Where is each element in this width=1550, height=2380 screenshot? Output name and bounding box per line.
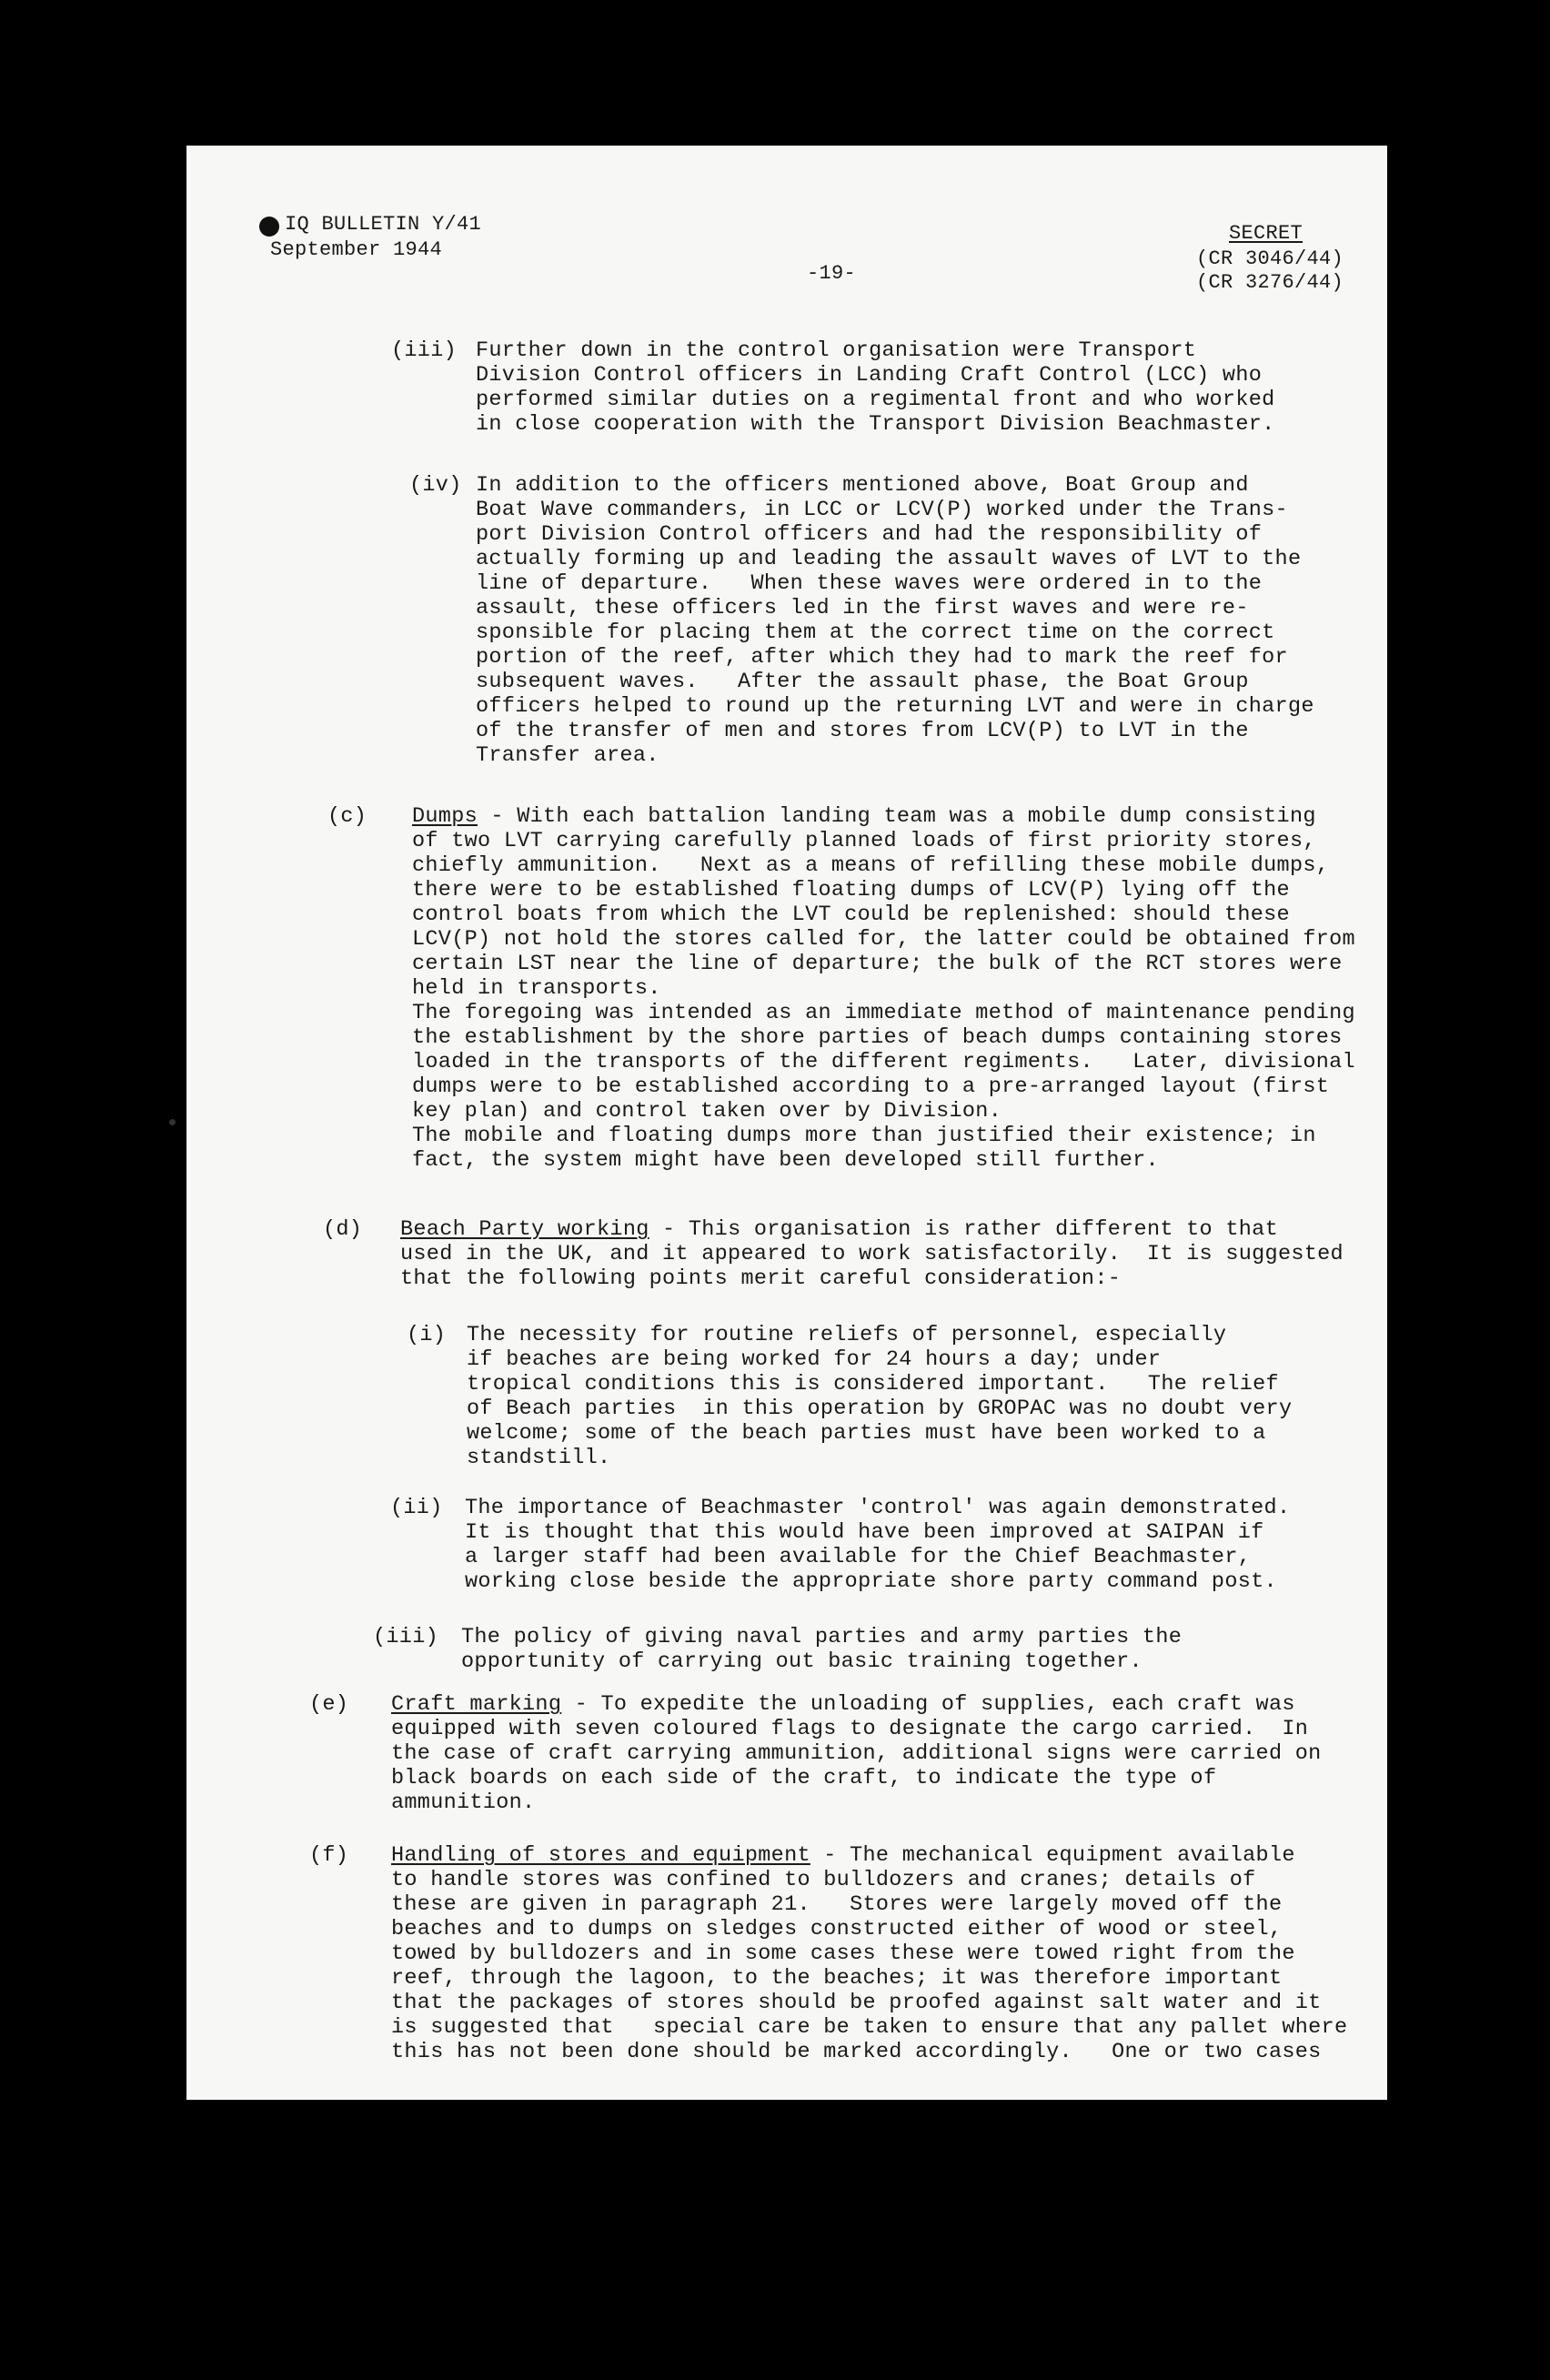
para-heading: Handling of stores and equipment [391, 1843, 810, 1868]
para-heading-text: - This organisation is rather different to that [649, 1217, 1278, 1242]
text-line: if beaches are being worked for 24 hours a day; under [467, 1347, 1162, 1372]
text-line: working close beside the appropriate shore party command post. [465, 1569, 1277, 1594]
para-label: (iii) [391, 338, 458, 363]
para-label: (iii) [373, 1625, 439, 1649]
text-line: opportunity of carrying out basic training together. [461, 1649, 1142, 1674]
text-line: there were to be established floating dumps of LCV(P) lying off the [412, 878, 1290, 903]
text-line: reef, through the lagoon, to the beaches; it was therefore important [391, 1966, 1283, 1991]
text-line: towed by bulldozers and in some cases these were towed right from the [391, 1941, 1295, 1966]
text-line: the establishment by the shore parties of beach dumps containing stores [412, 1025, 1343, 1050]
text-line: chiefly ammunition. Next as a means of refilling these mobile dumps, [412, 853, 1330, 878]
text-line: this has not been done should be marked accordingly. One or two cases [391, 2040, 1322, 2064]
para-label: (d) [323, 1217, 363, 1242]
text-line: that the packages of stores should be proofed against salt water and it [391, 1991, 1322, 2015]
text-line: beaches and to dumps on sledges constructed either of wood or steel, [391, 1917, 1283, 1941]
text-line: Transfer area. [476, 743, 659, 768]
text-line: The importance of Beachmaster 'control' was again demonstrated. [465, 1496, 1291, 1520]
para-first-line [412, 804, 1316, 829]
margin-dot [169, 1119, 176, 1125]
text-line: held in transports. [412, 976, 661, 1001]
text-line: Further down in the control organisation were Transport [476, 338, 1197, 363]
text-line: in close cooperation with the Transport Division Beachmaster. [476, 412, 1275, 437]
para-heading-text: - The mechanical equipment available [810, 1843, 1295, 1868]
text-line: performed similar duties on a regimental front and who worked [476, 388, 1275, 412]
text-line: of the transfer of men and stores from LCV(P) to LVT in the [476, 719, 1249, 743]
para-heading: Dumps [412, 804, 478, 829]
text-line: of Beach parties in this operation by GROPAC was no doubt very [467, 1397, 1293, 1421]
text-line: The necessity for routine reliefs of personnel, especially [467, 1323, 1227, 1347]
text-line: Boat Wave commanders, in LCC or LCV(P) worked under the Trans- [476, 498, 1288, 522]
document-page [186, 146, 1387, 2100]
para-label: (c) [327, 804, 367, 829]
para-label: (ii) [390, 1496, 443, 1520]
text-line: black boards on each side of the craft, to indicate the type of [391, 1766, 1217, 1790]
classification: SECRET [1229, 222, 1303, 245]
text-line: line of departure. When these waves were ordered in to the [476, 571, 1263, 596]
text-line: to handle stores was confined to bulldozers and cranes; details of [391, 1868, 1256, 1892]
text-line: ammunition. [391, 1790, 536, 1815]
text-line: loaded in the transports of the different regiments. Later, divisional [412, 1050, 1355, 1074]
text-line: The foregoing was intended as an immediate method of maintenance pending [412, 1001, 1355, 1025]
text-line: these are given in paragraph 21. Stores were largely moved off the [391, 1892, 1283, 1917]
text-line: of two LVT carrying carefully planned loads of first priority stores, [412, 829, 1316, 853]
punch-hole-mark [259, 217, 279, 237]
para-heading-text: - With each battalion landing team was a mobile dump consisting [478, 804, 1316, 829]
text-line: It is thought that this would have been improved at SAIPAN if [465, 1520, 1264, 1545]
text-line: subsequent waves. After the assault phase, the Boat Group [476, 670, 1249, 694]
reference-1: (CR 3046/44) [1196, 247, 1344, 270]
text-line: control boats from which the LVT could be replenished: should these [412, 903, 1290, 927]
text-line: portion of the reef, after which they had to mark the reef for [476, 645, 1288, 670]
text-line: used in the UK, and it appeared to work satisfactorily. It is suggested [400, 1242, 1344, 1266]
text-line: is suggested that special care be taken to ensure that any pallet where [391, 2015, 1348, 2040]
text-line: The policy of giving naval parties and army parties the [461, 1625, 1183, 1649]
bulletin-line: IQ BULLETIN Y/41 [285, 213, 482, 236]
text-line: In addition to the officers mentioned above, Boat Group and [476, 473, 1249, 498]
text-line: the case of craft carrying ammunition, additional signs were carried on [391, 1741, 1322, 1766]
text-line: equipped with seven coloured flags to designate the cargo carried. In [391, 1717, 1309, 1741]
page-number: -19- [807, 262, 857, 285]
text-line: sponsible for placing them at the correct time on the correct [476, 620, 1275, 645]
reference-2: (CR 3276/44) [1196, 271, 1344, 294]
text-line: fact, the system might have been developed still further. [412, 1148, 1159, 1173]
text-line: standstill. [467, 1446, 611, 1470]
text-line: actually forming up and leading the assault waves of LVT to the [476, 547, 1302, 571]
para-first-line [400, 1217, 1278, 1242]
text-line: officers helped to round up the returning LVT and were in charge [476, 694, 1314, 719]
text-line: dumps were to be established according to a pre-arranged layout (first [412, 1074, 1330, 1099]
para-heading: Craft marking [391, 1692, 562, 1717]
para-label: (iv) [409, 473, 462, 498]
para-label: (f) [309, 1843, 349, 1868]
text-line: welcome; some of the beach parties must have been worked to a [467, 1421, 1266, 1446]
text-line: assault, these officers led in the first waves and were re- [476, 596, 1249, 620]
text-line: certain LST near the line of departure; the bulk of the RCT stores were [412, 952, 1343, 976]
text-line: LCV(P) not hold the stores called for, the latter could be obtained from [412, 927, 1355, 952]
para-label: (e) [309, 1692, 349, 1717]
text-line: Division Control officers in Landing Craft Control (LCC) who [476, 363, 1263, 388]
text-line: port Division Control officers and had the responsibility of [476, 522, 1263, 547]
text-line: tropical conditions this is considered important. The relief [467, 1372, 1279, 1397]
para-heading: Beach Party working [400, 1217, 649, 1242]
para-heading-text: - To expedite the unloading of supplies, each craft was [561, 1692, 1295, 1717]
para-label: (i) [407, 1323, 447, 1347]
text-line: that the following points merit careful consideration:- [400, 1266, 1122, 1291]
text-line: a larger staff had been available for the Chief Beachmaster, [465, 1545, 1252, 1569]
text-line: key plan) and control taken over by Division. [412, 1099, 1002, 1124]
text-line: The mobile and floating dumps more than justified their existence; in [412, 1124, 1316, 1148]
para-first-line [391, 1692, 1295, 1717]
date-line: September 1944 [270, 238, 443, 261]
para-first-line [391, 1843, 1295, 1868]
